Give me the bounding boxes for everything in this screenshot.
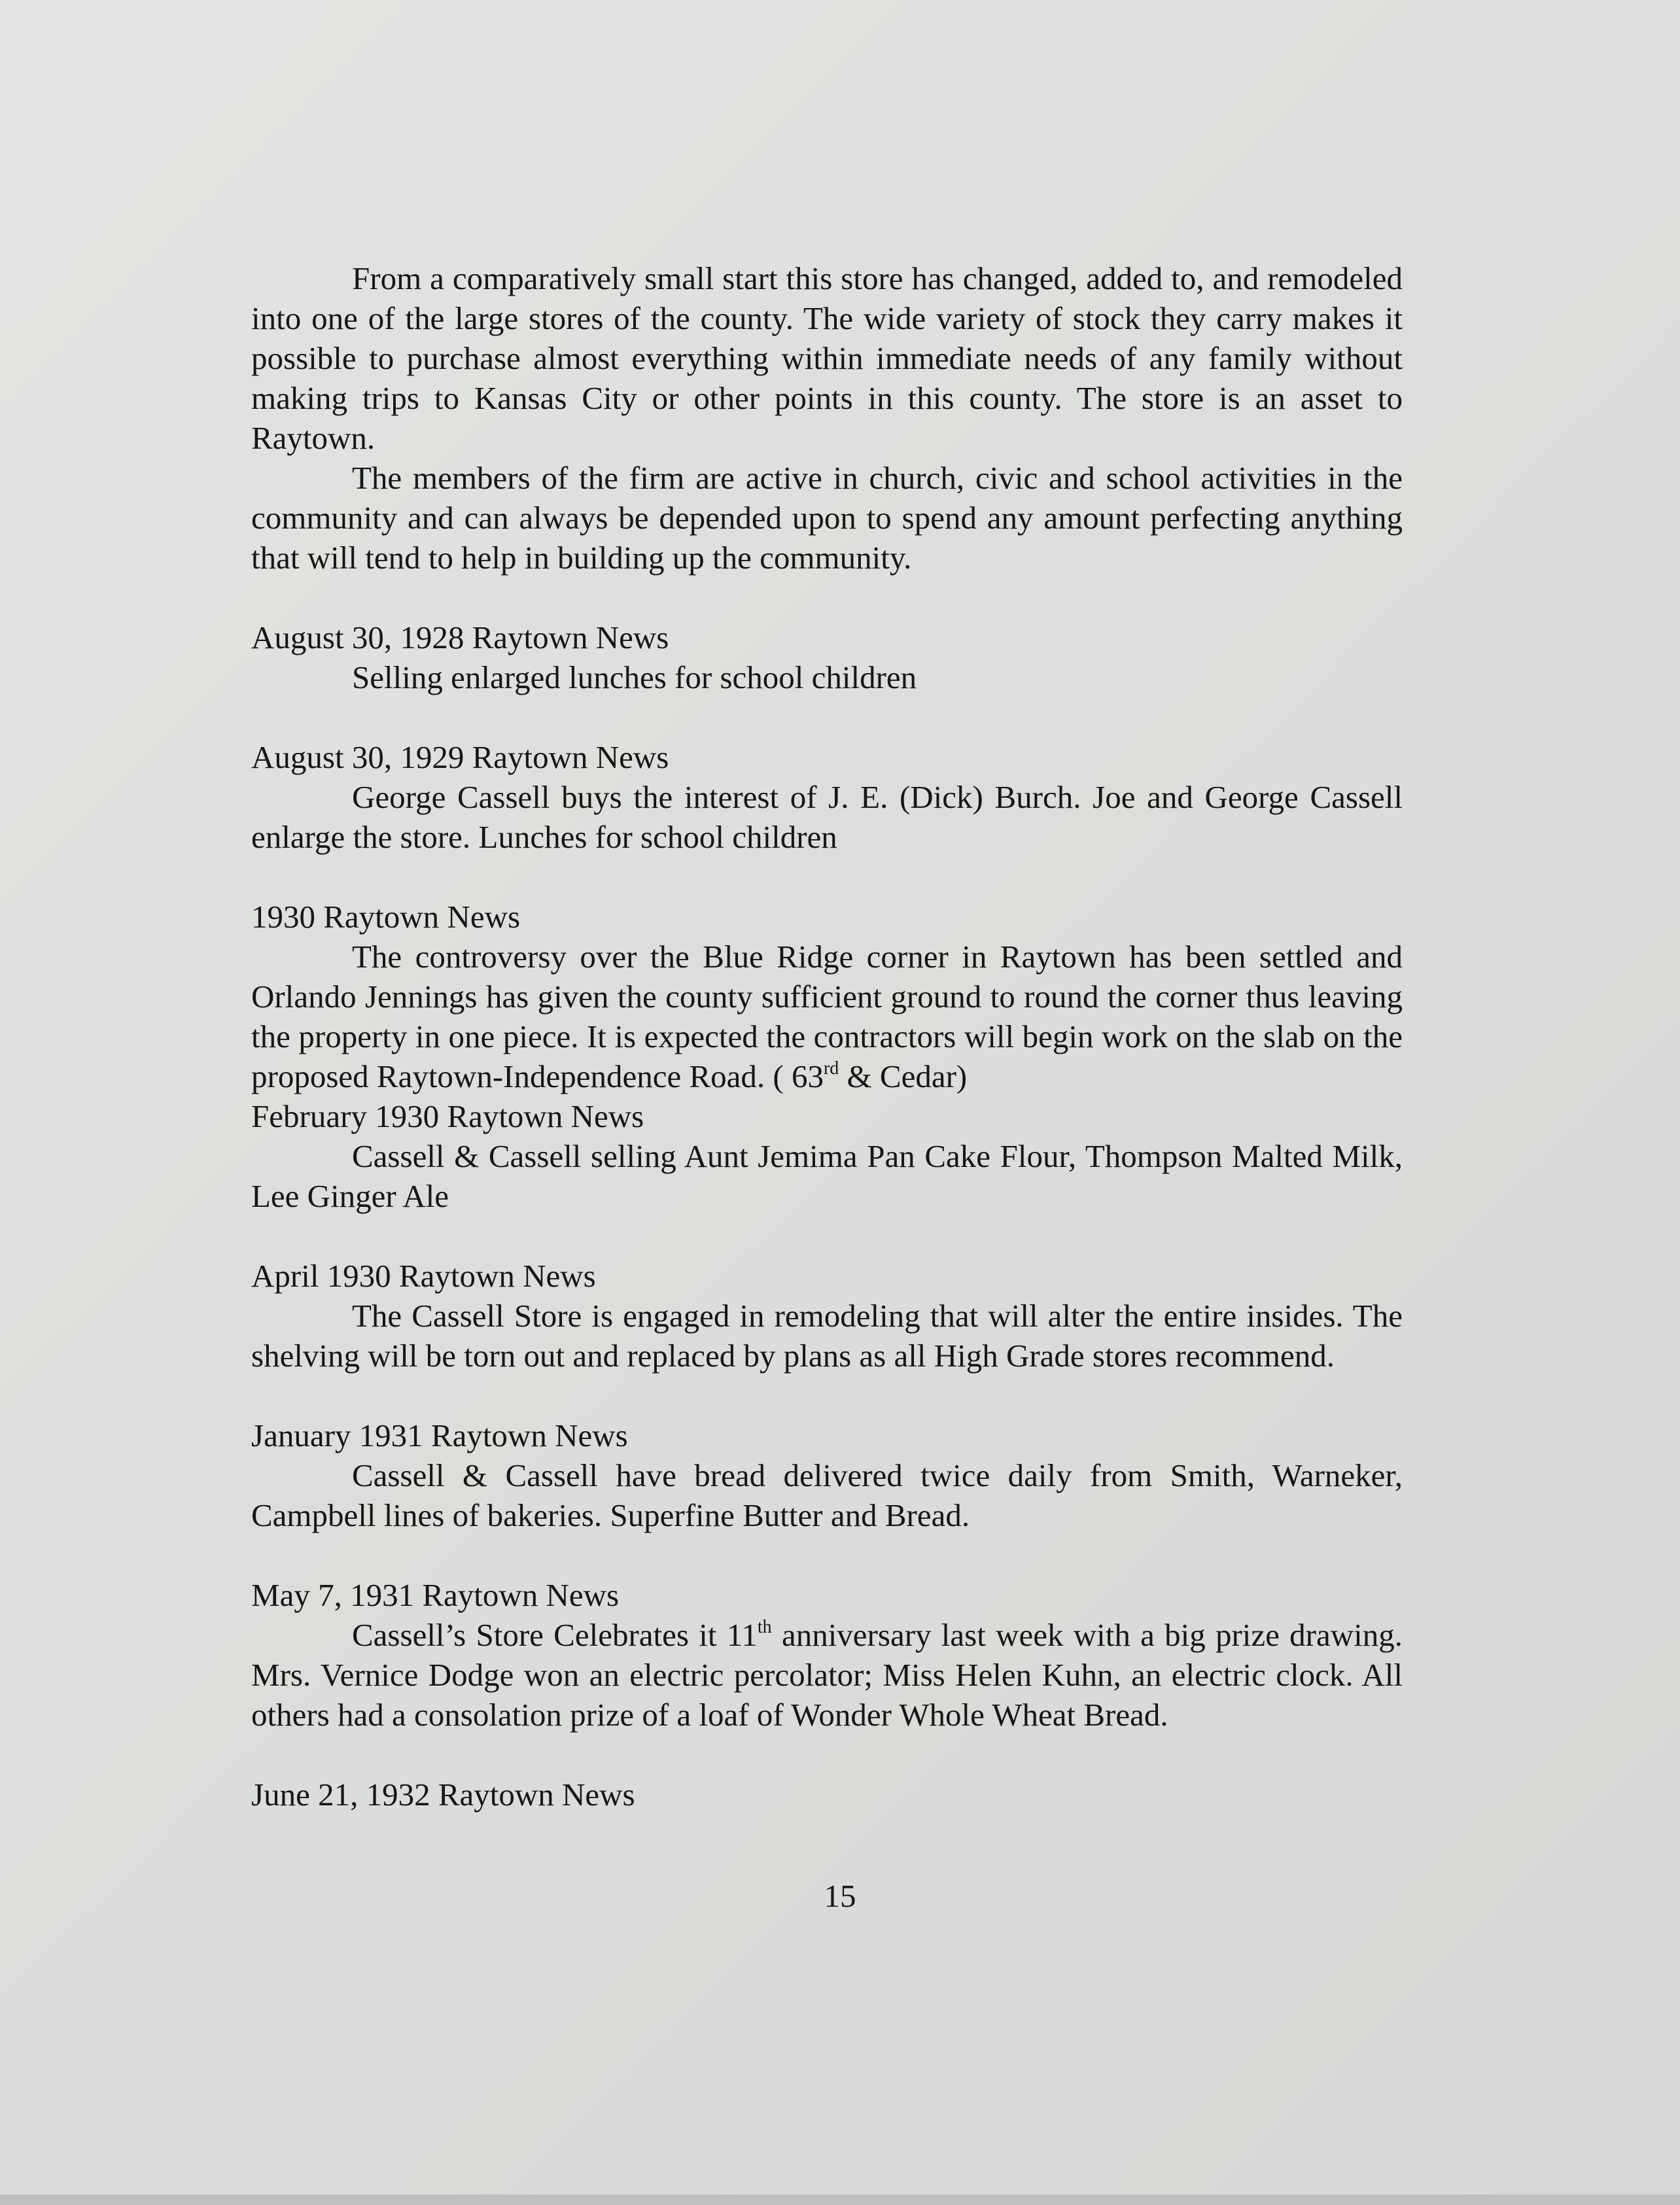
entry-body-text: The controversy over the Blue Ridge corner in Raytown has been settled and Orlando Jennings has given the county sufficient ground to round the corner thus leaving the property in one piece. It is expected the contractors will begin work on the slab on the proposed Raytown-Independence Road. ( 63 bbox=[251, 939, 1403, 1094]
page-content bbox=[251, 258, 1403, 1814]
entry-heading: April 1930 Raytown News bbox=[251, 1258, 596, 1294]
entry-heading: June 21, 1932 Raytown News bbox=[251, 1777, 635, 1813]
entry-heading: August 30, 1928 Raytown News bbox=[251, 619, 669, 655]
entry-body bbox=[251, 937, 1403, 1096]
spacer bbox=[251, 1376, 1403, 1415]
ordinal-superscript: th bbox=[757, 1617, 772, 1637]
entry-body: Selling enlarged lunches for school children bbox=[352, 659, 917, 695]
entry-heading: January 1931 Raytown News bbox=[251, 1417, 628, 1453]
entry-heading: 1930 Raytown News bbox=[251, 899, 521, 935]
entry-body: George Cassell buys the interest of J. E. (Dick) Burch. Joe and George Cassell enlarge the store. Lunches for school children bbox=[251, 779, 1403, 855]
entry-body-text: Cassell’s Store Celebrates it 11 bbox=[352, 1617, 758, 1653]
page-bottom-edge bbox=[0, 2195, 1680, 2205]
page-number: 15 bbox=[824, 1878, 856, 1914]
intro-paragraph-1: From a comparatively small start this store has changed, added to, and remodeled into one of the large stores of the county. The wide variety of stock they carry makes it possible to purchase almost everything within immediate needs of any family without making trips to Kansas City or other points in this county. The store is an asset to Raytown. bbox=[251, 260, 1403, 456]
entry-heading: May 7, 1931 Raytown News bbox=[251, 1577, 620, 1613]
spacer bbox=[251, 578, 1403, 617]
entry-body: Cassell & Cassell selling Aunt Jemima Pan Cake Flour, Thompson Malted Milk, Lee Ginger Ale bbox=[251, 1138, 1403, 1214]
spacer bbox=[251, 857, 1403, 897]
entry-body bbox=[251, 1615, 1403, 1735]
entry-heading: February 1930 Raytown News bbox=[251, 1098, 644, 1134]
entry-body: The Cassell Store is engaged in remodeling that will alter the entire insides. The shelving will be torn out and replaced by plans as all High Grade stores recommend. bbox=[251, 1298, 1403, 1374]
entry-body-text: & Cedar) bbox=[839, 1058, 968, 1094]
entry-body: Cassell & Cassell have bread delivered twice daily from Smith, Warneker, Campbell lines of bakeries. Superfine Butter and Bread. bbox=[251, 1457, 1403, 1533]
entry-body-text: anniversary last week with a big prize drawing. Mrs. Vernice Dodge won an electric percolator; Miss Helen Kuhn, an electric clock. All others had a consolation prize of a loaf of Wonder Whole Wheat Bread. bbox=[251, 1617, 1403, 1733]
spacer bbox=[251, 1735, 1403, 1775]
spacer bbox=[251, 697, 1403, 737]
spacer bbox=[251, 1216, 1403, 1256]
intro-paragraph-2: The members of the firm are active in church, civic and school activities in the community and can always be depended upon to spend any amount perfecting anything that will tend to help in building up the community. bbox=[251, 460, 1403, 576]
spacer bbox=[251, 1535, 1403, 1575]
entry-heading: August 30, 1929 Raytown News bbox=[251, 739, 669, 775]
ordinal-superscript: rd bbox=[823, 1058, 839, 1079]
